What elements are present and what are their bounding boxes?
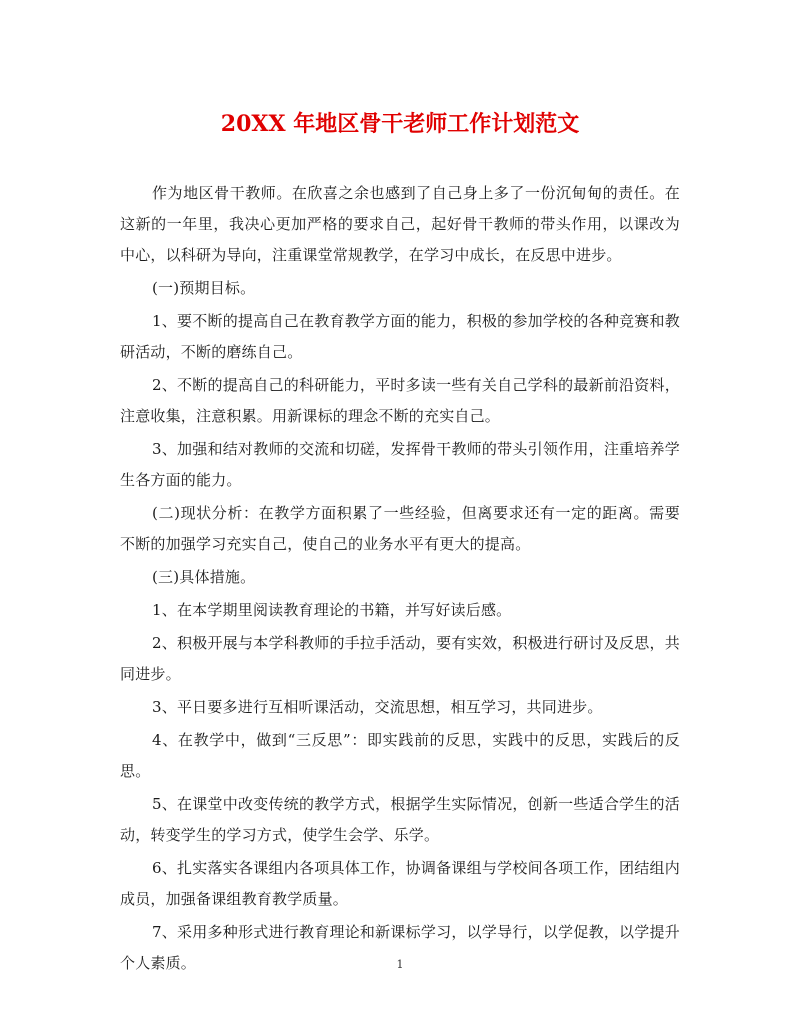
intro-paragraph: 作为地区骨干教师。在欣喜之余也感到了自己身上多了一份沉甸甸的责任。在这新的一年里，我决心更加严格的要求自己，起好骨干教师的带头作用，以课改为中心，以科研为导向，注重课堂常规教学，在学习中成长，在反思中进步。 — [120, 184, 680, 264]
measure-item-6: 6、扎实落实各课组内各项具体工作，协调备课组与学校间各项工作，团结组内成员，加强备课组教育教学质量。 — [120, 859, 680, 908]
page-number: 1 — [396, 958, 404, 971]
document-title: 20XX 年地区骨干老师工作计划范文 — [220, 111, 580, 137]
goal-item-2: 2、不断的提高自己的科研能力，平时多读一些有关自己学科的最新前沿资料，注意收集，注意积累。用新课标的理念不断的充实自己。 — [120, 376, 680, 425]
measure-item-1: 1、在本学期里阅读教育理论的书籍，并写好读后感。 — [152, 601, 512, 619]
section-heading-goals: (一)预期目标。 — [152, 279, 256, 297]
measure-item-5: 5、在课堂中改变传统的教学方式，根据学生实际情况，创新一些适合学生的活动，转变学生的学习方式，使学生会学、乐学。 — [120, 795, 680, 844]
measure-item-2: 2、积极开展与本学科教师的手拉手活动，要有实效，积极进行研讨及反思，共同进步。 — [120, 634, 680, 683]
measure-item-3: 3、平日要多进行互相听课活动，交流思想，相互学习，共同进步。 — [152, 698, 603, 716]
measure-item-7: 7、采用多种形式进行教育理论和新课标学习，以学导行，以学促教，以学提升个人素质。 — [120, 923, 680, 972]
measure-item-4: 4、在教学中，做到“三反思”：即实践前的反思，实践中的反思，实践后的反思。 — [120, 731, 680, 780]
goal-item-1: 1、要不断的提高自己在教育教学方面的能力，积极的参加学校的各种竞赛和教研活动，不断的磨练自己。 — [120, 312, 680, 361]
goal-item-3: 3、加强和结对教师的交流和切磋，发挥骨干教师的带头引领作用，注重培养学生各方面的能力。 — [120, 440, 680, 489]
section-status-analysis: (二)现状分析：在教学方面积累了一些经验，但离要求还有一定的距离。需要不断的加强学习充实自己，使自己的业务水平有更大的提高。 — [120, 504, 680, 553]
document-body — [120, 178, 680, 981]
section-heading-measures: (三)具体措施。 — [152, 568, 256, 586]
